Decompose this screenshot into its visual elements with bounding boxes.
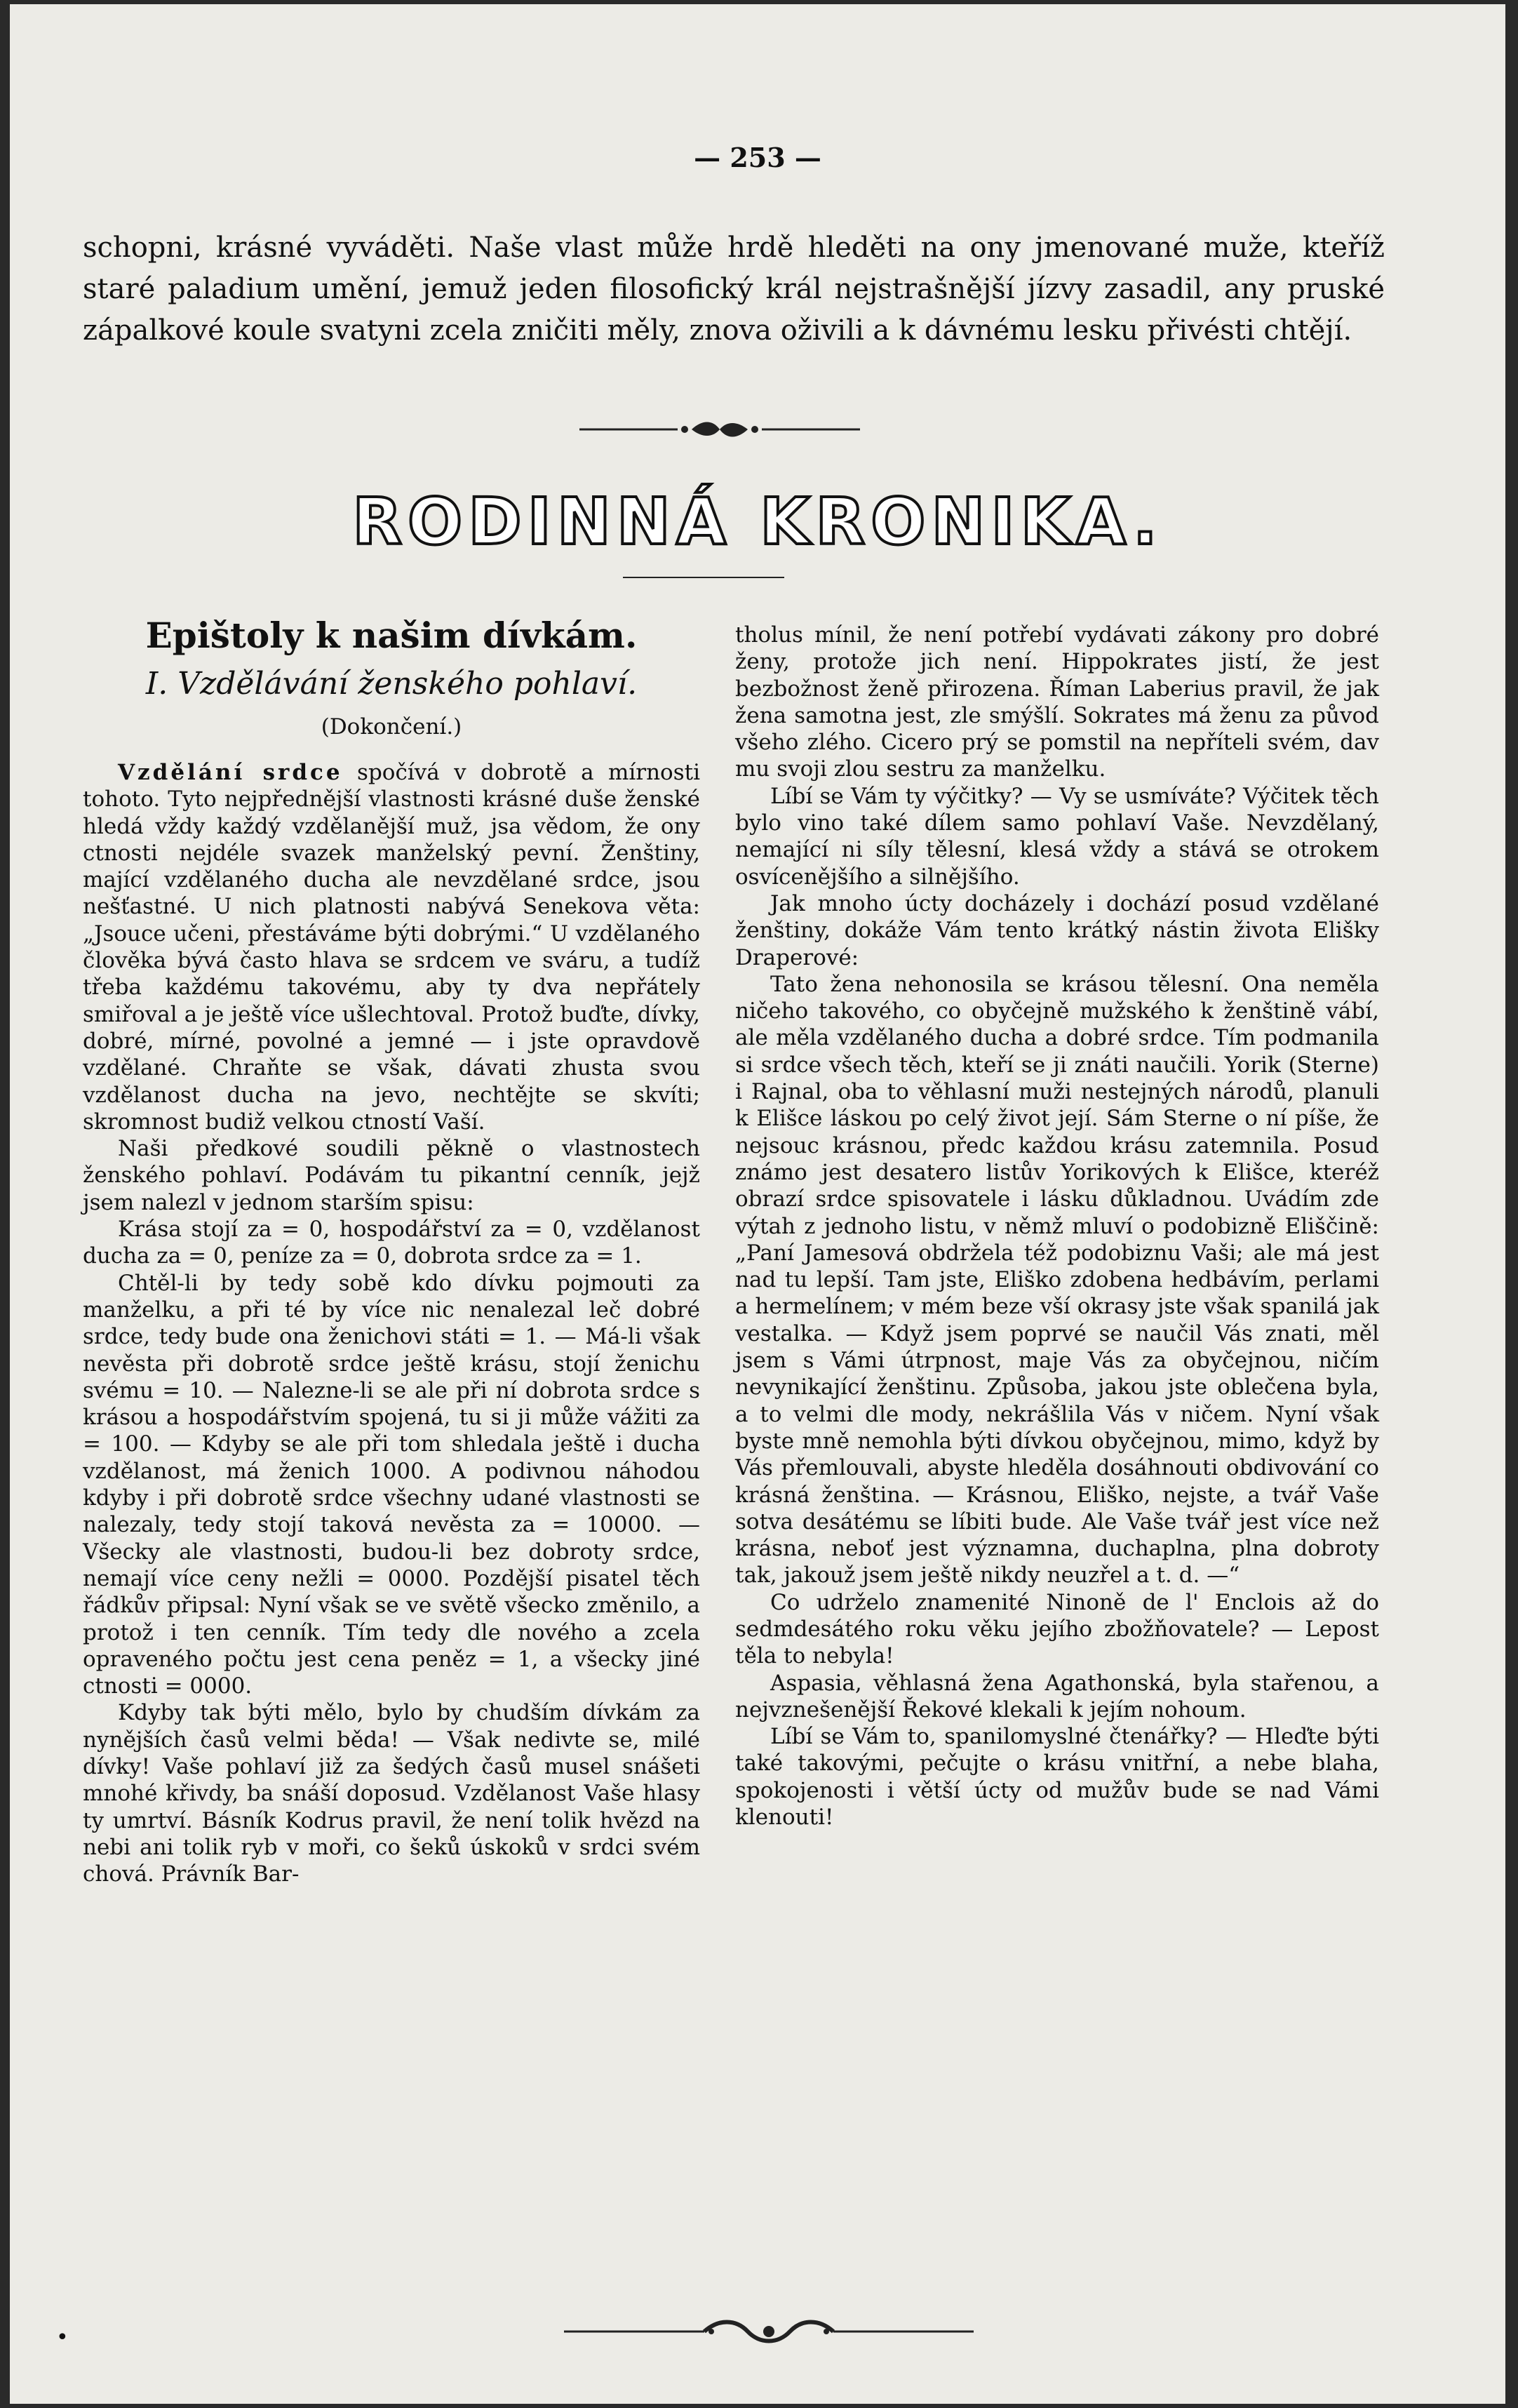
paragraph: Chtěl-li by tedy sobě kdo dívku pojmouti za manželku, a při té by více nic nenalezal leč dobré srdce, tedy bude ona ženichovi státi = 1. — Má-li však nevěsta při dobrotě srdce ještě krásu, stojí ženichu svému = 10. — Nalezne-li se ale při ní dobrota srdce s krásou a hospodářstvím spojená, tu si ji může vážiti za = 100. — Kdyby se ale při tom shledala ještě i ducha vzdělanost, má ženich 1000. A podivnou náhodou kdyby i při dobrotě srdce všechny udané vlastnosti se nalezaly, tedy stojí taková nevěsta za = 10000. — Všecky ale vlastnosti, budou-li bez dobroty srdce, nemají více ceny nežli = 0000. Pozdější pisatel těch řádkův připsal: Nyní však se ve světě všecko změnilo, a protož i ten cenník. Tím tedy dle nového a zcela opraveného počtu jest cena peněz = 1, a všecky jiné ctnosti = 0000. bbox=[83, 1270, 700, 1699]
right-body-text bbox=[735, 622, 1379, 1831]
paragraph: Naši předkové soudili pěkně o vlastnostech ženského pohlaví. Podávám tu pikantní cenník, jejž jsem nalezl v jednom starším spisu: bbox=[83, 1136, 700, 1215]
vignette-ornament-icon bbox=[579, 415, 860, 443]
paragraph: Tato žena nehonosila se krásou tělesní. Ona neměla ničeho takového, co obyčejně mužského k ženštině vábí, ale měla vzdělaného ducha a dobré srdce. Tím podmanila si srdce všech těch, kteří se ji znáti naučili. Yorik (Sterne) i Rajnal, oba to věhlasní muži nestejných národů, planuli k Elišce láskou po celý život její. Sám Sterne o ní píše, že nejsouc krásnou, předc každou krásu zatemnila. Posud známo jest desatero listův Yorikových k Elišce, kteréž obrazí srdce spisovatele i lásku důkladnou. Uvádím zde výtah z jednoho listu, v němž mluví o podobizně Eliščině: „Paní Jamesová obdržela též podobiznu Vaši; ale má jest nad tu lepší. Tam jste, Eliško zdobena hedbávím, perlami a hermelínem; v mém beze vší okrasy jste však spanilá jak vestalka. — Když jsem poprvé se naučil Vás znati, měl jsem s Vámi útrpnost, maje Vás za obyčejnou, ničím nevynikající ženštinu. Způsoba, jakou jste oblečena byla, a to velmi dle mody, nekrášlila Vás v ničem. Nyní však byste mně nemohla býti dívkou obyčejnou, mimo, když by Vás přemlouvali, abyste hleděla dosáhnouti obdivování co krásná ženština. — Krásnou, Eliško, nejste, a tvář Vaše sotva desátému se líbiti bude. Ale Vaše tvář jest více než krásna, neboť jest významna, duchaplna, plna dobroty tak, jakouž jsem ještě nikdy neuzřel a t. d. —“ bbox=[735, 971, 1379, 1588]
paragraph: tholus mínil, že není potřebí vydávati zákony pro dobré ženy, protože jich není. Hippokrates jistí, že jest bezbožnost ženě přirozena. Říman Laberius pravil, že jak žena samotna jest, zle smýšlí. Sokrates má ženu za původ všeho zlého. Cicero prý se pomstil na nepříteli svém, dav mu svoji zlou sestru za manželku. bbox=[735, 622, 1379, 782]
lead-words: Vzdělání srdce bbox=[118, 760, 343, 785]
margin-dot: • bbox=[56, 2325, 69, 2350]
left-body-text bbox=[83, 759, 700, 1887]
title-rule bbox=[623, 577, 784, 578]
paragraph: Co udrželo znamenité Ninoně de l' Enclois až do sedmdesátého roku věku jejího zbožňovatele? — Lepost těla to nebyla! bbox=[735, 1589, 1379, 1669]
scroll-ornament-icon bbox=[564, 2315, 974, 2348]
paragraph: Líbí se Vám to, spanilomyslné čtenářky? — Hleďte býti také takovými, pečujte o krásu vnitřní, a nebe blaha, spokojenosti i větší úcty od mužův bude se nad Vámi klenouti! bbox=[735, 1724, 1379, 1831]
right-column bbox=[735, 622, 1379, 1831]
paragraph: Krása stojí za = 0, hospodářství za = 0, vzdělanost ducha za = 0, peníze za = 0, dobrota srdce za = 1. bbox=[83, 1217, 700, 1269]
continued-note: (Dokončení.) bbox=[321, 714, 462, 740]
left-column bbox=[83, 615, 700, 1887]
paragraph: Líbí se Vám ty výčitky? — Vy se usmíváte? Výčitek těch bylo vino také dílem samo pohlaví Vaše. Nevzdělaný, nemající ni síly tělesní, klesá vždy a stává se otrokem osvícenějšího a silnějšího. bbox=[735, 783, 1379, 890]
paragraph: Kdyby tak býti mělo, bylo by chudším dívkám za nynějších časů velmi běda! — Však nedivte se, milé dívky! Vaše pohlaví již za šedých časů musel snášeti mnohé křivdy, ba snáší doposud. Vzdělanost Vaše hlasy ty umrtví. Básník Kodrus pravil, že není tolik hvězd na nebi ani tolik ryb v moři, co šeků úskoků v srdci svém chová. Právník Bar- bbox=[83, 1700, 700, 1887]
page-number: — 253 — bbox=[694, 142, 821, 173]
paragraph: Jak mnoho úcty docházely i dochází posud vzdělané ženštiny, dokáže Vám tento krátký nástin života Elišky Draperové: bbox=[735, 890, 1379, 970]
paragraph: Aspasia, věhlasná žena Agathonská, byla stařenou, a nejvznešenější Řekové klekali k jejím nohoum. bbox=[735, 1670, 1379, 1723]
intro-paragraph: schopni, krásné vyváděti. Naše vlast může hrdě hleděti na ony jmenované muže, kteříž staré paladium umění, jemuž jeden filosofický král nejstrašnější jízvy zasadil, any pruské zápalkové koule svatyni zcela zničiti měly, znova oživili a k dávnému lesku přivésti chtějí. bbox=[83, 232, 1385, 347]
article-title: Epištoly k našim dívkám. bbox=[145, 615, 638, 656]
section-title: RODINNÁ KRONIKA. bbox=[352, 484, 1163, 559]
paragraph: Vzdělání srdce spočívá v dobrotě a mírnosti tohoto. Tyto nejpřednější vlastnosti krásné duše ženské hledá vždy každý vzdělanější muž, jsa vědom, že ony ctnosti nejdéle svazek manželský pevní. Ženštiny, mající vzdělaného ducha ale nevzdělané srdce, jsou nešťastné. U nich platnosti nabývá Senekova věta: „Jsouce učeni, přestáváme býti dobrými.“ U vzdělaného člověka bývá často hlava se srdcem ve sváru, a tudíž třeba každému takovému, aby ty dva nepřátely smiřoval a je ještě více ušlechtoval. Protož buďte, dívky, dobré, mírné, povolné a jemné — i jste opravdově vzdělané. Chraňte se však, dávati zhusta svou vzdělanost ducha na jevo, nechtějte se skvíti; skromnost budiž velkou ctností Vaší. bbox=[83, 760, 700, 1135]
article-subtitle: I. Vzdělávání ženského pohlaví. bbox=[145, 666, 638, 702]
